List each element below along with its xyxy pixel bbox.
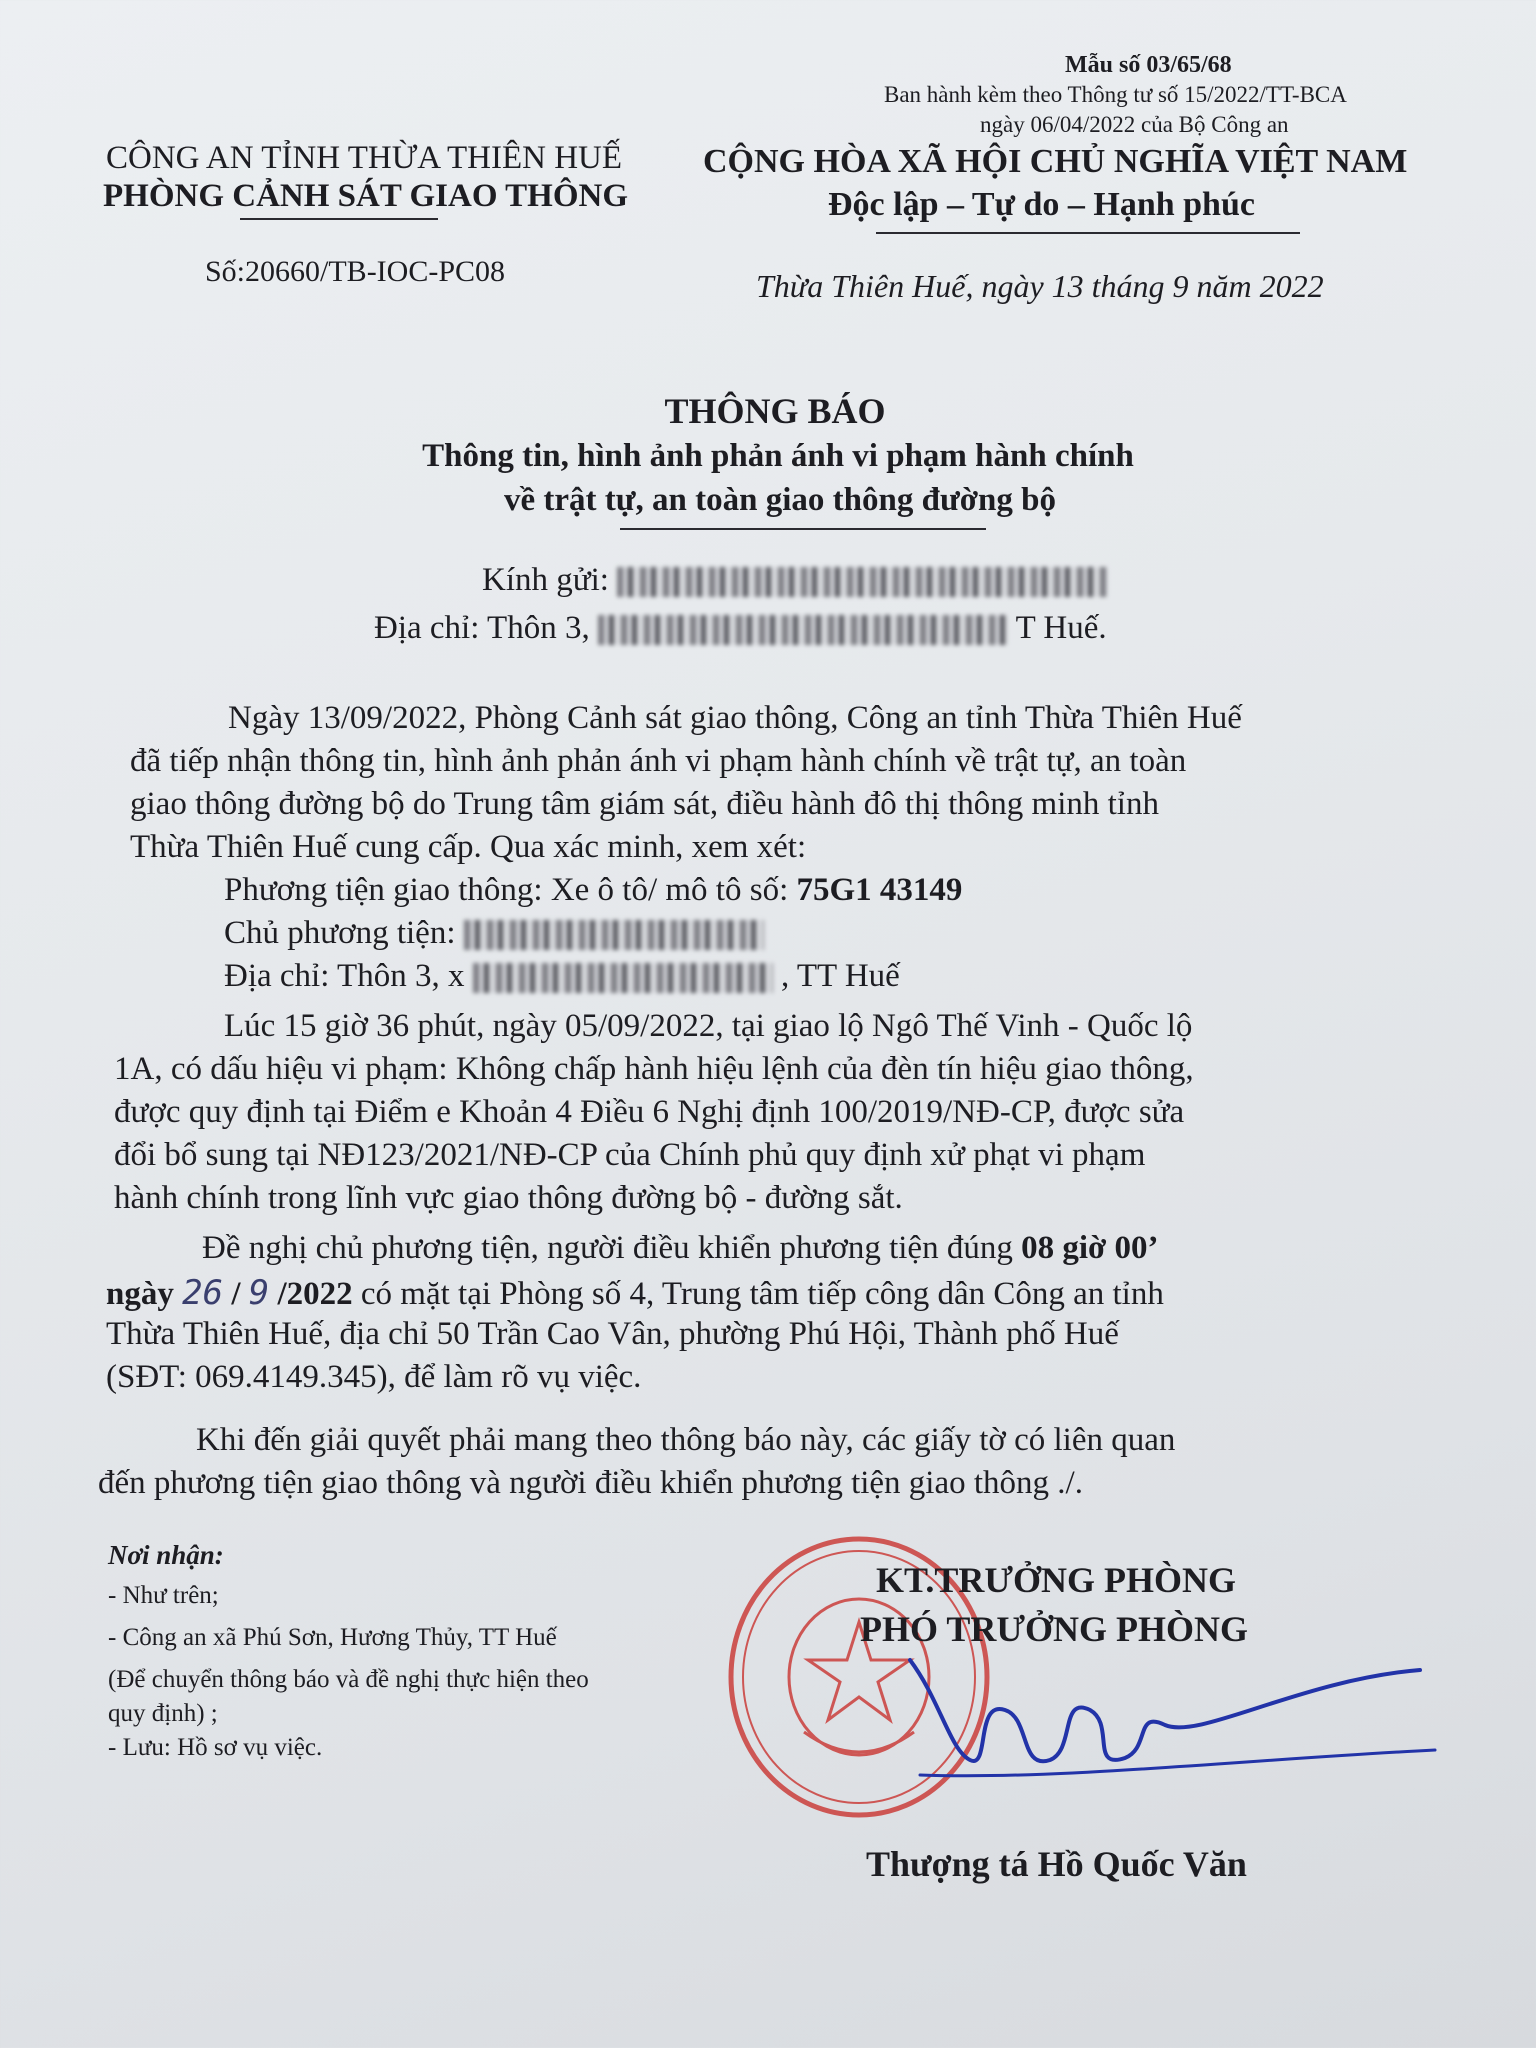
redacted-owner <box>464 920 764 950</box>
place-date: Thừa Thiên Huế, ngày 13 tháng 9 năm 2022 <box>756 268 1324 304</box>
violation-line: Lúc 15 giờ 36 phút, ngày 05/09/2022, tại giao lộ Ngô Thế Vinh - Quốc lộ <box>224 1008 1193 1044</box>
handwritten-month: 9 <box>248 1273 270 1313</box>
agency-underline <box>240 218 438 220</box>
appointment-day-label: ngày <box>106 1276 174 1312</box>
handwritten-day: 26 <box>182 1273 224 1313</box>
request-line <box>202 1230 1159 1267</box>
document-number: Số:20660/TB-IOC-PC08 <box>205 255 506 288</box>
redacted-address <box>598 615 1008 645</box>
recipient-item: - Lưu: Hồ sơ vụ việc. <box>108 1734 323 1761</box>
recipient-item: - Công an xã Phú Sơn, Hương Thủy, TT Huế <box>108 1624 557 1651</box>
document-subtitle-1: Thông tin, hình ảnh phản ánh vi phạm hành chính <box>422 438 1134 474</box>
body-line: Thừa Thiên Huế cung cấp. Qua xác minh, xem xét: <box>130 829 807 865</box>
document-subtitle-2: về trật tự, an toàn giao thông đường bộ <box>503 482 1056 518</box>
owner-address-label: Địa chỉ: Thôn 3, x <box>224 958 465 994</box>
issued-date: ngày 06/04/2022 của Bộ Công an <box>980 112 1289 137</box>
body-line: Ngày 13/09/2022, Phòng Cảnh sát giao thông, Công an tỉnh Thừa Thiên Huế <box>228 700 1242 736</box>
issued-with: Ban hành kèm theo Thông tư số 15/2022/TT-BCA <box>884 82 1347 107</box>
addressee-line <box>482 562 1107 599</box>
signature-title-1: KT.TRƯỞNG PHÒNG <box>876 1560 1236 1600</box>
form-number: Mẫu số 03/65/68 <box>1065 52 1232 78</box>
redacted-name <box>617 567 1107 597</box>
vehicle-line <box>224 872 962 909</box>
vehicle-label: Phương tiện giao thông: Xe ô tô/ mô tô số: <box>224 872 789 908</box>
recipient-item: (Để chuyển thông báo và đề nghị thực hiện theo <box>108 1666 589 1693</box>
recipient-item: - Như trên; <box>108 1582 219 1609</box>
closing-line: Khi đến giải quyết phải mang theo thông báo này, các giấy tờ có liên quan <box>196 1422 1176 1458</box>
date-separator: / <box>231 1276 241 1312</box>
violation-line: được quy định tại Điểm e Khoản 4 Điều 6 Nghị định 100/2019/NĐ-CP, được sửa <box>114 1094 1185 1130</box>
violation-line: đổi bổ sung tại NĐ123/2021/NĐ-CP của Chính phủ quy định xử phạt vi phạm <box>114 1137 1146 1173</box>
handwritten-signature <box>880 1640 1440 1810</box>
recipient-item: quy định) ; <box>108 1700 218 1727</box>
national-motto: Độc lập – Tự do – Hạnh phúc <box>828 186 1255 223</box>
owner-label: Chủ phương tiện: <box>224 915 456 951</box>
body-line: đã tiếp nhận thông tin, hình ảnh phản ánh vi phạm hành chính về trật tự, an toàn <box>130 743 1187 779</box>
republic-name: CỘNG HÒA XÃ HỘI CHỦ NGHĨA VIỆT NAM <box>703 143 1408 180</box>
addressee-address-line <box>374 610 1107 647</box>
addressee-address-label: Địa chỉ: Thôn 3, <box>374 610 590 646</box>
owner-address-line <box>224 958 900 995</box>
request-line: Thừa Thiên Huế, địa chỉ 50 Trần Cao Vân, phường Phú Hội, Thành phố Huế <box>106 1316 1119 1352</box>
closing-line: đến phương tiện giao thông và người điều khiển phương tiện giao thông ./. <box>98 1465 1083 1501</box>
appointment-time: 08 giờ 00’ <box>1021 1230 1159 1266</box>
violation-line: hành chính trong lĩnh vực giao thông đường bộ - đường sắt. <box>114 1180 903 1216</box>
request-text: Đề nghị chủ phương tiện, người điều khiển phương tiện đúng <box>202 1230 1013 1266</box>
appointment-place: có mặt tại Phòng số 4, Trung tâm tiếp công dân Công an tỉnh <box>360 1276 1164 1312</box>
redacted-owner-address <box>473 963 773 993</box>
owner-address-end: , TT Huế <box>780 958 900 994</box>
agency-parent: CÔNG AN TỈNH THỪA THIÊN HUẾ <box>106 140 623 176</box>
title-underline <box>620 528 986 530</box>
owner-line <box>224 915 764 952</box>
motto-underline <box>876 232 1300 234</box>
request-date-line <box>106 1273 1164 1313</box>
agency-name: PHÒNG CẢNH SÁT GIAO THÔNG <box>103 178 629 214</box>
signature-title-2: PHÓ TRƯỞNG PHÒNG <box>860 1609 1249 1649</box>
signer-name: Thượng tá Hồ Quốc Văn <box>866 1844 1247 1884</box>
violation-line: 1A, có dấu hiệu vi phạm: Không chấp hành hiệu lệnh của đèn tín hiệu giao thông, <box>114 1051 1194 1087</box>
document-title: THÔNG BÁO <box>664 391 886 431</box>
body-line: giao thông đường bộ do Trung tâm giám sát, điều hành đô thị thông minh tỉnh <box>130 786 1159 822</box>
request-line: (SĐT: 069.4149.345), để làm rõ vụ việc. <box>106 1359 642 1395</box>
appointment-year: /2022 <box>277 1276 353 1312</box>
addressee-label: Kính gửi: <box>482 562 609 598</box>
recipients-title: Nơi nhận: <box>108 1540 224 1570</box>
license-plate: 75G1 43149 <box>796 872 963 908</box>
addressee-address-end: T Huế. <box>1015 610 1107 646</box>
